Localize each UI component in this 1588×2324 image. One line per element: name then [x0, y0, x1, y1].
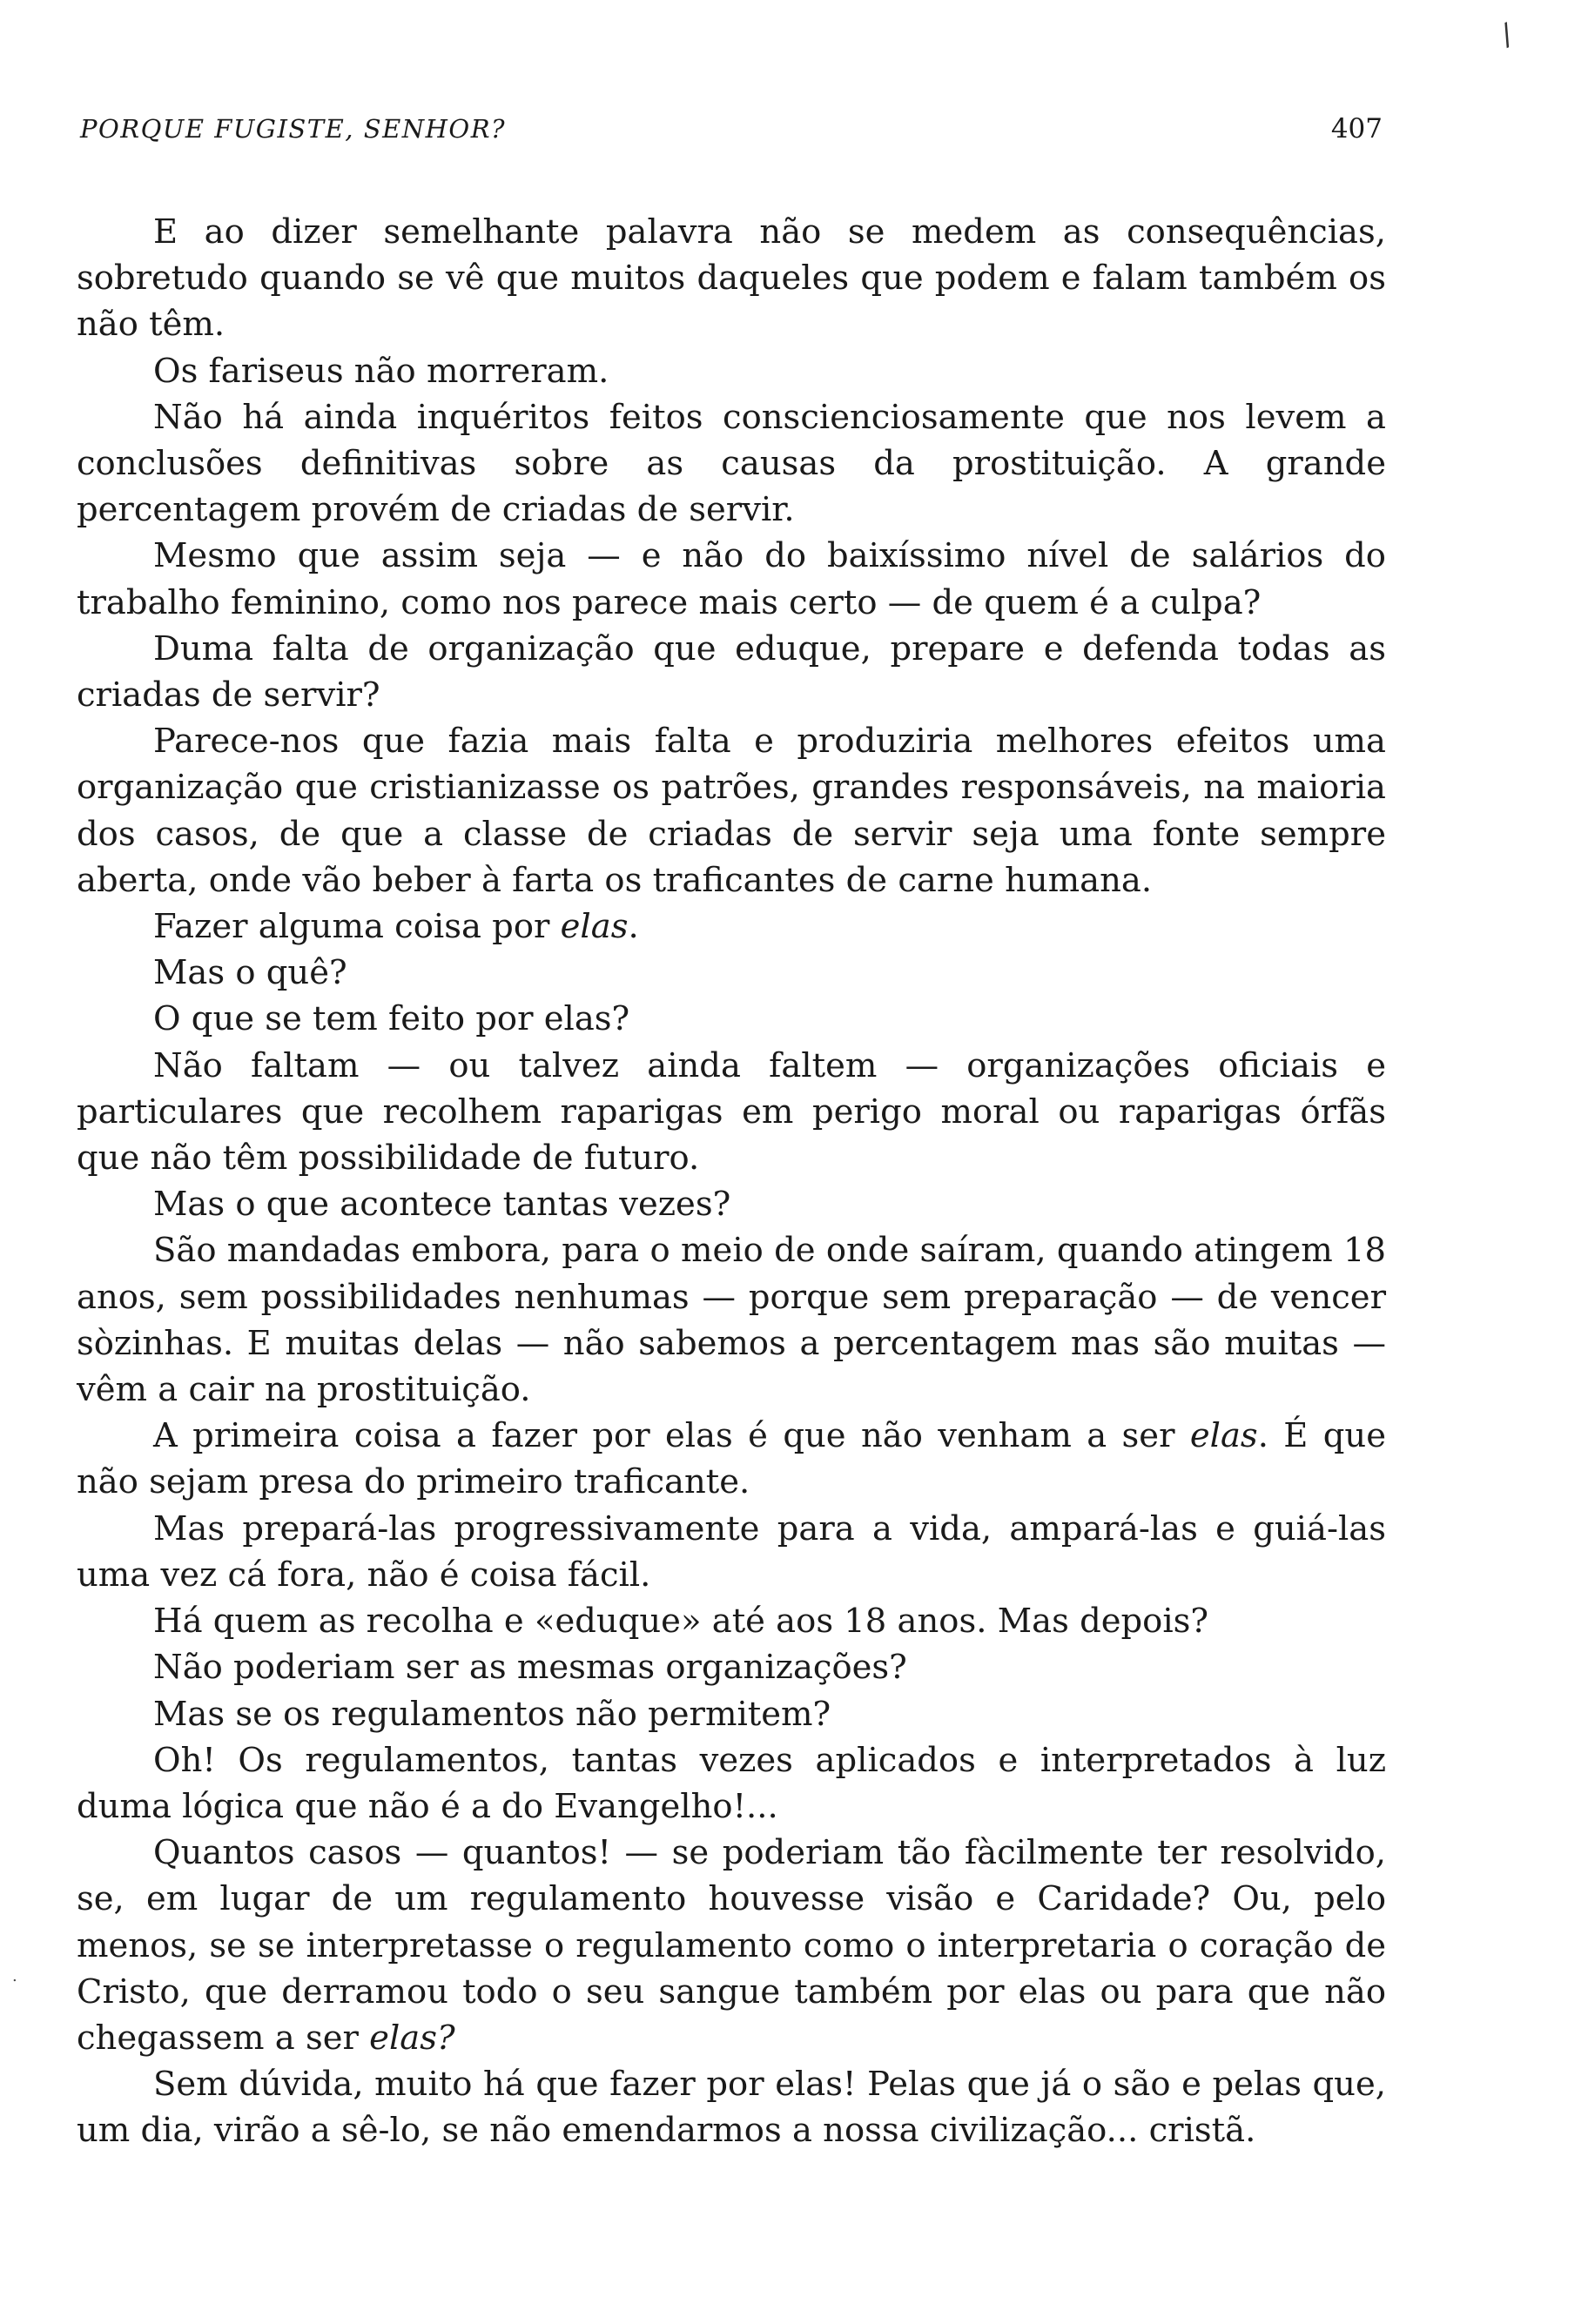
- paragraph-4: Mesmo que assim seja — e não do baixíssimo nível de salários do trabalho feminino, como nos parece mais certo — de quem é a culpa?: [77, 536, 1386, 622]
- paragraph-8: Mas o quê?: [153, 953, 347, 993]
- paragraph-17: Mas se os regulamentos não permitem?: [153, 1694, 831, 1734]
- paragraph-3: Não há ainda inquéritos feitos conscienciosamente que nos levem a conclusões definitivas sobre as causas da prostituição. A grande percentagem provém de criadas de servir.: [77, 397, 1386, 530]
- paragraph-19: [77, 1830, 1386, 2061]
- paragraph-11: Mas o que acontece tantas vezes?: [153, 1185, 731, 1225]
- paragraph-5: Duma falta de organização que eduque, prepare e defenda todas as criadas de servir?: [77, 628, 1386, 715]
- paragraph-15: Há quem as recolha e «eduque» até aos 18 anos. Mas depois?: [153, 1602, 1209, 1642]
- paragraph-20: Sem dúvida, muito há que fazer por elas! Pelas que já o são e pelas que, um dia, virão a sê-lo, se não emendarmos a nossa civilização... cristã.: [77, 2065, 1386, 2151]
- paragraph-16: Não poderiam ser as mesmas organizações?: [153, 1648, 907, 1688]
- paragraph-7-end: .: [628, 907, 639, 947]
- paragraph-12: São mandadas embora, para o meio de onde saíram, quando atingem 18 anos, sem possibilidades nenhumas — porque sem preparação — de vencer sòzinhas. E muitas delas — não sabemos a percentagem mas são muitas — vêm a cair na prostituição.: [77, 1231, 1386, 1410]
- paragraph-18: Oh! Os regulamentos, tantas vezes aplicados e interpretados à luz duma lógica que não é a do Evangelho!...: [77, 1740, 1386, 1826]
- page-number: 407: [1330, 113, 1383, 144]
- paragraph-14: Mas prepará-las progressivamente para a vida, ampará-las e guiá-las uma vez cá fora, não é coisa fácil.: [77, 1508, 1386, 1595]
- paragraph-19-emphasis: elas?: [369, 2018, 455, 2058]
- running-header: [80, 113, 1383, 144]
- paragraph-7: [77, 903, 1386, 950]
- paragraph-13: [77, 1413, 1386, 1505]
- paragraph-9: O que se tem feito por elas?: [153, 999, 630, 1039]
- paragraph-7-text: Fazer alguma coisa por: [153, 907, 561, 947]
- paragraph-19-text: Quantos casos — quantos! — se poderiam tão fàcilmente ter resolvido, se, em lugar de um regulamento houvesse visão e Caridade? Ou, pelo menos, se se interpretasse o regulamento como o interpretaria o coração de Cristo, que derramou todo o seu sangue também por elas ou para que não chegassem a ser: [77, 1833, 1386, 2058]
- paragraph-13-text: A primeira coisa a fazer por elas é que não venham a ser: [153, 1416, 1190, 1456]
- body-text: [77, 209, 1386, 2154]
- paragraph-13-end: . É que não sejam presa do primeiro traficante.: [77, 1416, 1387, 1502]
- paragraph-6: Parece-nos que fazia mais falta e produziria melhores efeitos uma organização que cristianizasse os patrões, grandes responsáveis, na maioria dos casos, de que a classe de criadas de servir seja uma fonte sempre aberta, onde vão beber à farta os traficantes de carne humana.: [77, 722, 1386, 900]
- paragraph-7-emphasis: elas: [560, 907, 629, 947]
- running-title: PORQUE FUGISTE, SENHOR?: [80, 114, 507, 144]
- margin-dot: .: [12, 1967, 17, 1985]
- corner-pencil-mark: /: [1495, 17, 1518, 53]
- paragraph-10: Não faltam — ou talvez ainda faltem — organizações oficiais e particulares que recolhem raparigas em perigo moral ou raparigas órfãs que não têm possibilidade de futuro.: [77, 1045, 1386, 1179]
- paragraph-2: Os fariseus não morreram.: [153, 351, 609, 391]
- paragraph-1: E ao dizer semelhante palavra não se medem as consequências, sobretudo quando se vê que muitos daqueles que podem e falam também os não têm.: [77, 212, 1386, 345]
- paragraph-13-emphasis: elas: [1189, 1416, 1258, 1456]
